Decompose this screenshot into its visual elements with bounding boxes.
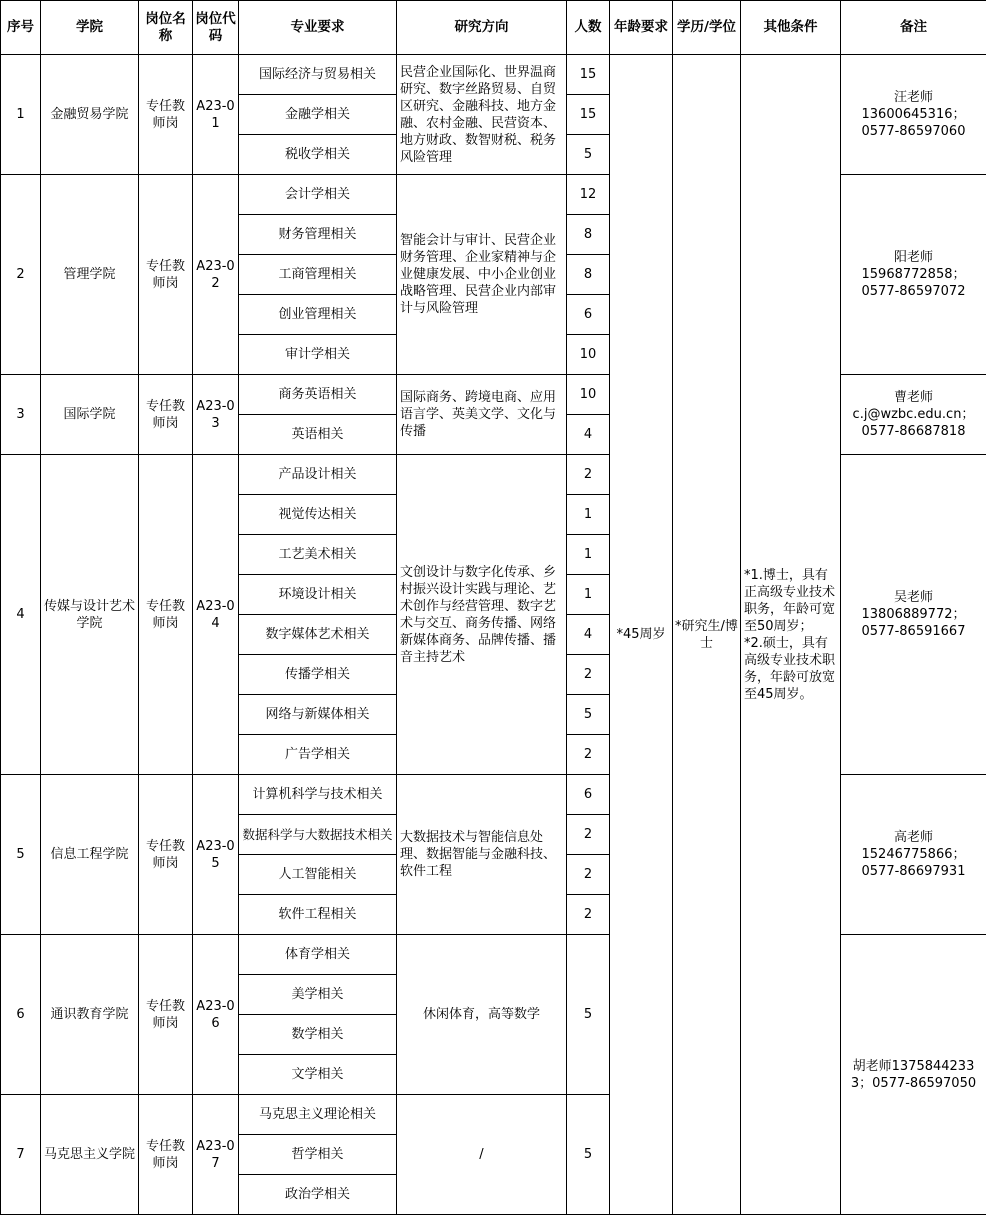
header-cell: 岗位代码 [193, 1, 239, 55]
post-name: 专任教师岗 [139, 1095, 193, 1215]
post-code: A23-07 [193, 1095, 239, 1215]
table-row [1, 55, 986, 95]
major-requirement: 工艺美术相关 [239, 535, 397, 575]
post-code: A23-05 [193, 775, 239, 935]
headcount: 15 [567, 95, 610, 135]
headcount: 2 [567, 735, 610, 775]
college-name: 国际学院 [41, 375, 139, 455]
post-name: 专任教师岗 [139, 775, 193, 935]
contact-note: 曹老师 c.j@wzbc.edu.cn； 0577-86687818 [841, 375, 986, 455]
research-direction: 国际商务、跨境电商、应用语言学、英美文学、文化与传播 [397, 375, 567, 455]
post-name: 专任教师岗 [139, 455, 193, 775]
headcount: 1 [567, 535, 610, 575]
major-requirement: 网络与新媒体相关 [239, 695, 397, 735]
research-direction: / [397, 1095, 567, 1215]
major-requirement: 数据科学与大数据技术相关 [239, 815, 397, 855]
headcount: 2 [567, 855, 610, 895]
major-requirement: 政治学相关 [239, 1175, 397, 1215]
row-number: 3 [1, 375, 41, 455]
college-name: 管理学院 [41, 175, 139, 375]
major-requirement: 数学相关 [239, 1015, 397, 1055]
major-requirement: 哲学相关 [239, 1135, 397, 1175]
major-requirement: 计算机科学与技术相关 [239, 775, 397, 815]
major-requirement: 数字媒体艺术相关 [239, 615, 397, 655]
major-requirement: 环境设计相关 [239, 575, 397, 615]
research-direction: 民营企业国际化、世界温商研究、数字丝路贸易、自贸区研究、金融科技、地方金融、农村金融、民营资本、地方财政、数智财税、税务风险管理 [397, 55, 567, 175]
row-number: 4 [1, 455, 41, 775]
contact-note: 汪老师 13600645316； 0577-86597060 [841, 55, 986, 175]
headcount: 6 [567, 775, 610, 815]
post-code: A23-03 [193, 375, 239, 455]
major-requirement: 传播学相关 [239, 655, 397, 695]
header-cell: 专业要求 [239, 1, 397, 55]
header-row [1, 1, 986, 55]
header-cell: 年龄要求 [610, 1, 673, 55]
post-name: 专任教师岗 [139, 175, 193, 375]
post-code: A23-04 [193, 455, 239, 775]
header-cell: 人数 [567, 1, 610, 55]
row-number: 7 [1, 1095, 41, 1215]
contact-note: 阳老师 15968772858； 0577-86597072 [841, 175, 986, 375]
headcount: 6 [567, 295, 610, 335]
headcount: 8 [567, 255, 610, 295]
header-cell: 学院 [41, 1, 139, 55]
major-requirement: 财务管理相关 [239, 215, 397, 255]
headcount: 4 [567, 615, 610, 655]
major-requirement: 马克思主义理论相关 [239, 1095, 397, 1135]
age-requirement: *45周岁 [610, 55, 673, 1215]
headcount: 5 [567, 935, 610, 1095]
major-requirement: 英语相关 [239, 415, 397, 455]
major-requirement: 国际经济与贸易相关 [239, 55, 397, 95]
post-name: 专任教师岗 [139, 375, 193, 455]
other-conditions: *1.博士，具有正高级专业技术职务，年龄可宽至50周岁； *2.硕士，具有高级专业技术职务，年龄可放宽至45周岁。 [741, 55, 841, 1215]
headcount: 1 [567, 495, 610, 535]
major-requirement: 软件工程相关 [239, 895, 397, 935]
headcount: 5 [567, 135, 610, 175]
headcount: 2 [567, 815, 610, 855]
headcount: 2 [567, 455, 610, 495]
row-number: 5 [1, 775, 41, 935]
major-requirement: 视觉传达相关 [239, 495, 397, 535]
degree-requirement: *研究生/博士 [673, 55, 741, 1215]
header-cell: 序号 [1, 1, 41, 55]
college-name: 信息工程学院 [41, 775, 139, 935]
headcount: 4 [567, 415, 610, 455]
research-direction: 大数据技术与智能信息处理、数据智能与金融科技、软件工程 [397, 775, 567, 935]
post-name: 专任教师岗 [139, 935, 193, 1095]
header-cell: 其他条件 [741, 1, 841, 55]
major-requirement: 工商管理相关 [239, 255, 397, 295]
major-requirement: 创业管理相关 [239, 295, 397, 335]
post-code: A23-01 [193, 55, 239, 175]
college-name: 通识教育学院 [41, 935, 139, 1095]
major-requirement: 体育学相关 [239, 935, 397, 975]
headcount: 10 [567, 335, 610, 375]
college-name: 马克思主义学院 [41, 1095, 139, 1215]
college-name: 金融贸易学院 [41, 55, 139, 175]
major-requirement: 会计学相关 [239, 175, 397, 215]
college-name: 传媒与设计艺术学院 [41, 455, 139, 775]
header-cell: 岗位名称 [139, 1, 193, 55]
post-name: 专任教师岗 [139, 55, 193, 175]
headcount: 10 [567, 375, 610, 415]
header-cell: 学历/学位 [673, 1, 741, 55]
row-number: 2 [1, 175, 41, 375]
contact-note: 高老师 15246775866； 0577-86697931 [841, 775, 986, 935]
headcount: 12 [567, 175, 610, 215]
row-number: 1 [1, 55, 41, 175]
post-code: A23-06 [193, 935, 239, 1095]
headcount: 5 [567, 1095, 610, 1215]
header-cell: 备注 [841, 1, 986, 55]
headcount: 15 [567, 55, 610, 95]
contact-note: 吴老师 13806889772； 0577-86591667 [841, 455, 986, 775]
research-direction: 休闲体育，高等数学 [397, 935, 567, 1095]
major-requirement: 商务英语相关 [239, 375, 397, 415]
row-number: 6 [1, 935, 41, 1095]
major-requirement: 金融学相关 [239, 95, 397, 135]
major-requirement: 美学相关 [239, 975, 397, 1015]
major-requirement: 广告学相关 [239, 735, 397, 775]
research-direction: 文创设计与数字化传承、乡村振兴设计实践与理论、艺术创作与经营管理、数字艺术与交互、商务传播、网络新媒体商务、品牌传播、播音主持艺术 [397, 455, 567, 775]
headcount: 5 [567, 695, 610, 735]
contact-note: 胡老师13758442333；0577-86597050 [841, 935, 986, 1215]
major-requirement: 人工智能相关 [239, 855, 397, 895]
headcount: 1 [567, 575, 610, 615]
major-requirement: 产品设计相关 [239, 455, 397, 495]
major-requirement: 税收学相关 [239, 135, 397, 175]
header-cell: 研究方向 [397, 1, 567, 55]
headcount: 2 [567, 895, 610, 935]
major-requirement: 审计学相关 [239, 335, 397, 375]
headcount: 2 [567, 655, 610, 695]
research-direction: 智能会计与审计、民营企业财务管理、企业家精神与企业健康发展、中小企业创业战略管理、民营企业内部审计与风险管理 [397, 175, 567, 375]
major-requirement: 文学相关 [239, 1055, 397, 1095]
headcount: 8 [567, 215, 610, 255]
post-code: A23-02 [193, 175, 239, 375]
